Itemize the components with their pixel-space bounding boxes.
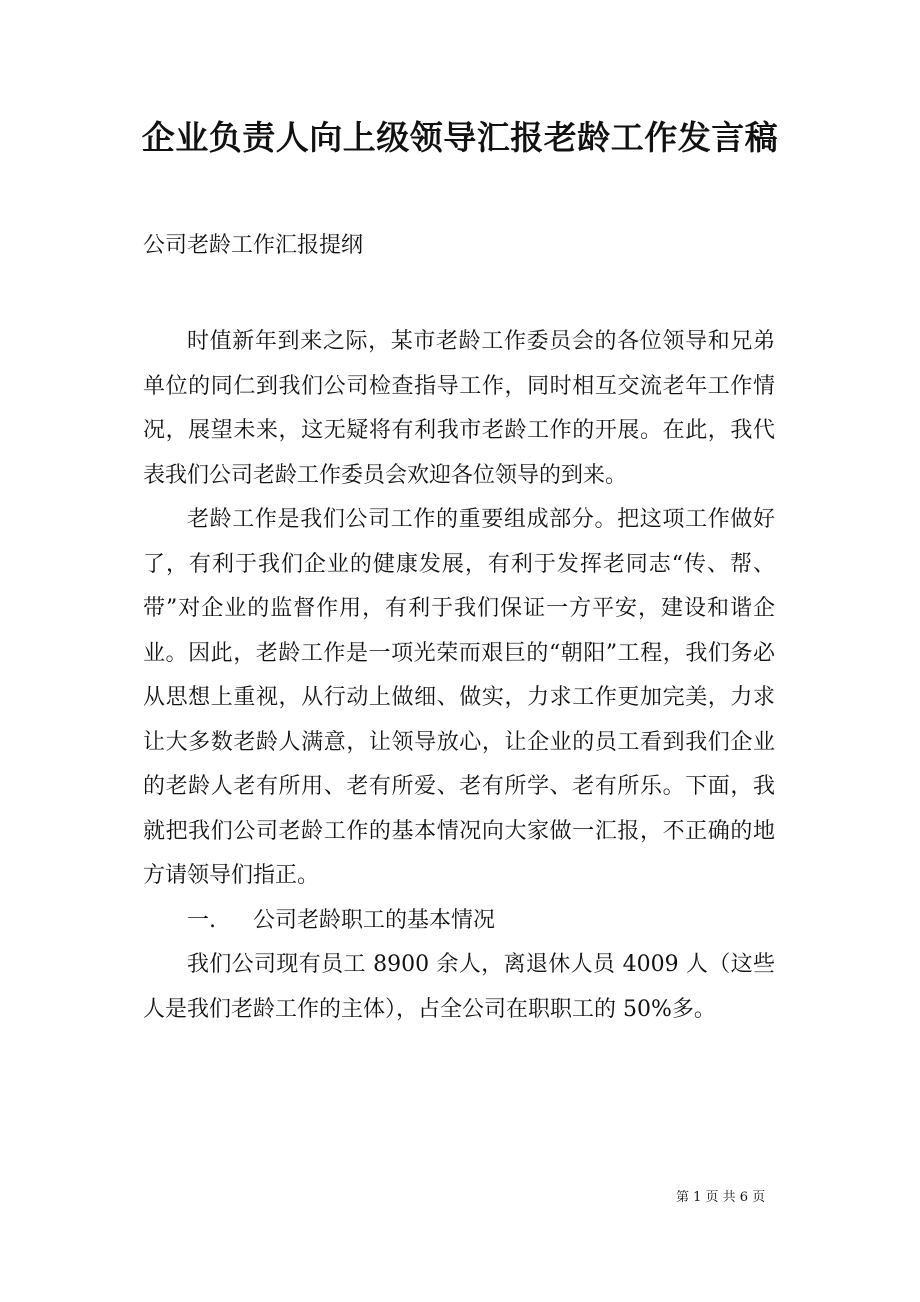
- page-number-footer: 第 1 页 共 6 页: [676, 1190, 766, 1205]
- outline-heading: 公司老龄工作汇报提纲: [143, 233, 364, 258]
- document-title: 企业负责人向上级领导汇报老龄工作发言稿: [141, 118, 779, 157]
- paragraph-importance: 老龄工作是我们公司工作的重要组成部分。把这项工作做好了，有利于我们企业的健康发展，有利于发挥老同志“传、帮、带”对企业的监督作用，有利于我们保证一方平安，建设和谐企业。因此，老龄工作是一项光荣而艰巨的“朝阳”工程，我们务必从思想上重视，从行动上做细、做实，力求工作更加完美，力求让大多数老龄人满意，让领导放心，让企业的员工看到我们企业的老龄人老有所用、老有所爱、老有所学、老有所乐。下面，我就把我们公司老龄工作的基本情况向大家做一汇报，不正确的地方请领导们指正。: [143, 507, 775, 888]
- section-number: 一.: [187, 907, 216, 933]
- section-heading-text: 公司老龄职工的基本情况: [253, 907, 496, 933]
- document-body: [143, 320, 775, 1032]
- paragraph-staff-stats: 我们公司现有员工 8900 余人，离退休人员 4009 人（这些人是我们老龄工作的主体），占全公司在职职工的 50%多。: [143, 952, 775, 1022]
- paragraph-welcome: 时值新年到来之际，某市老龄工作委员会的各位领导和兄弟单位的同仁到我们公司检查指导工作，同时相互交流老年工作情况，展望未来，这无疑将有利我市老龄工作的开展。在此，我代表我们公司老龄工作委员会欢迎各位领导的到来。: [143, 329, 775, 488]
- section-heading-1: [143, 899, 775, 944]
